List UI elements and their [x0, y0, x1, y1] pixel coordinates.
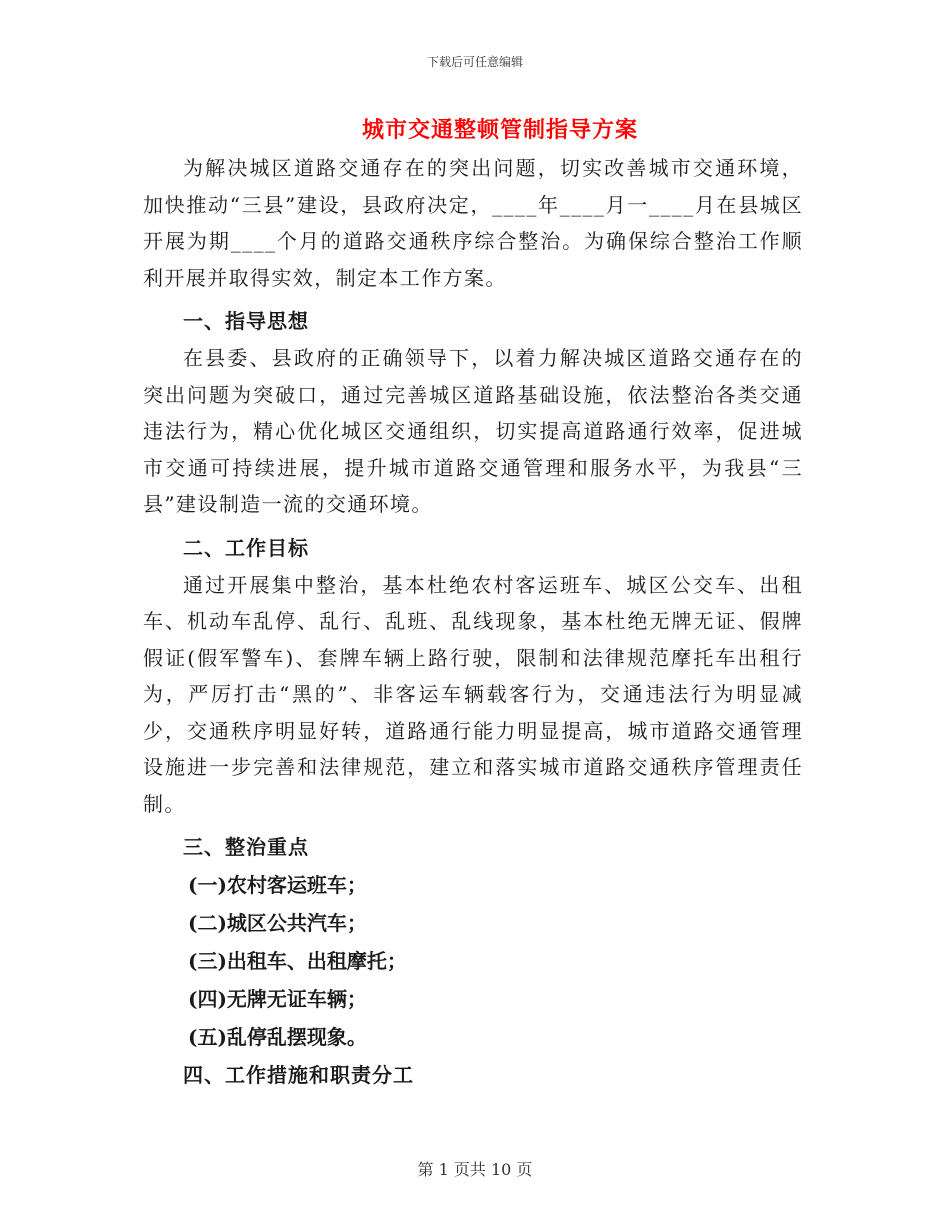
key-point-item: (五)乱停乱摆现象。: [188, 1025, 367, 1049]
key-point-item: (一)农村客运班车；: [188, 873, 367, 897]
section-heading-guiding-thought: 一、指导思想: [183, 309, 309, 333]
document-title: 城市交通整顿管制指导方案: [361, 117, 638, 143]
key-point-item: (三)出租车、出租摩托；: [188, 949, 407, 973]
page-number: 第 1 页共 10 页: [417, 1160, 533, 1179]
section-heading-key-points: 三、整治重点: [183, 835, 309, 859]
intro-paragraph: 为解决城区道路交通存在的突出问题，切实改善城市交通环境，加快推动“三县”建设，县政府决定，____年____月一____月在县城区开展为期____个月的道路交通秩序综合整治。为确保综合整治工作顺利开展并取得实效，制定本工作方案。: [143, 156, 803, 290]
header-note: 下载后可任意编辑: [426, 55, 523, 69]
work-goals-paragraph: 通过开展集中整治，基本杜绝农村客运班车、城区公交车、出租车、机动车乱停、乱行、乱班、乱线现象，基本杜绝无牌无证、假牌假证(假军警车)、套牌车辆上路行驶，限制和法律规范摩托车出租行为，严厉打击“黑的”、非客运车辆载客行为，交通违法行为明显减少，交通秩序明显好转，道路通行能力明显提高，城市道路交通管理设施进一步完善和法律规范，建立和落实城市道路交通秩序管理责任制。: [143, 572, 803, 816]
key-point-item: (四)无牌无证车辆；: [188, 987, 367, 1011]
section-heading-work-goals: 二、工作目标: [183, 535, 309, 560]
document-body: [143, 150, 803, 1094]
guiding-thought-paragraph: 在县委、县政府的正确领导下，以着力解决城区道路交通存在的突出问题为突破口，通过完善城区道路基础设施，依法整治各类交通违法行为，精心优化城区交通组织，切实提高道路通行效率，促进城市交通可持续进展，提升城市道路交通管理和服务水平，为我县“三县”建设制造一流的交通环境。: [143, 346, 803, 516]
key-point-item: (二)城区公共汽车；: [188, 911, 367, 935]
section-heading-measures: 四、工作措施和职责分工: [183, 1063, 414, 1087]
